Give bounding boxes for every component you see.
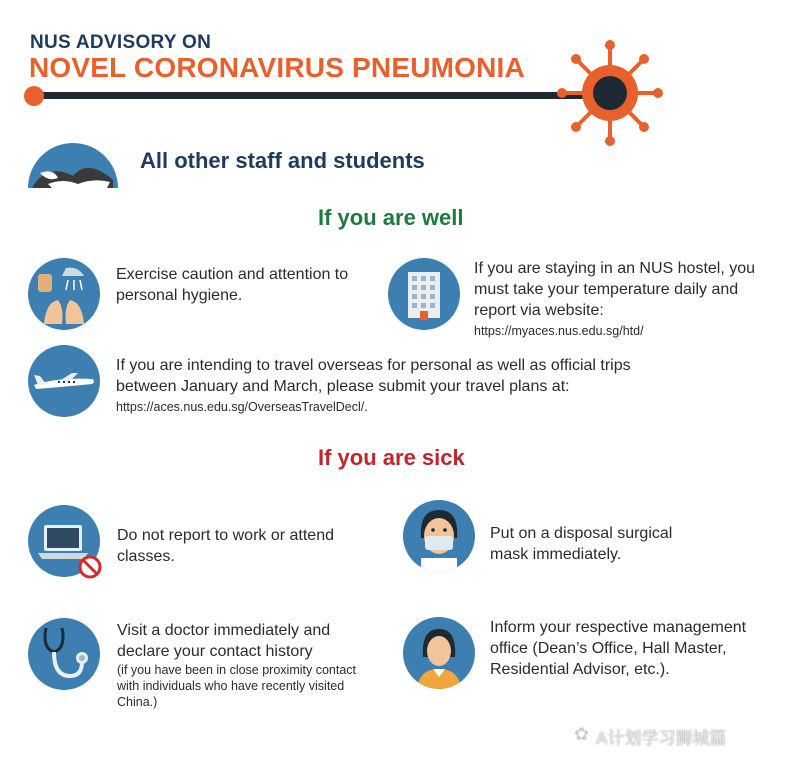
well-item-2	[474, 258, 774, 339]
globe-icon	[18, 118, 128, 213]
well-heading: If you are well	[318, 205, 464, 230]
temperature-report-link[interactable]: https://myaces.nus.edu.sg/htd/	[474, 324, 644, 338]
hand-washing-icon	[28, 258, 100, 330]
well-item-3	[116, 355, 686, 415]
virus-icon	[555, 38, 665, 148]
stethoscope-icon	[28, 618, 100, 690]
header-divider	[30, 92, 610, 99]
travel-declaration-link[interactable]: https://aces.nus.edu.sg/OverseasTravelDecl/.	[116, 400, 368, 414]
header-title: NOVEL CORONAVIRUS PNEUMONIA	[29, 52, 525, 83]
audience-heading: All other staff and students	[140, 148, 425, 173]
sick-item-4-text: Inform your respective management office (Dean’s Office, Hall Master, Residential Advisor, etc.).	[490, 619, 747, 678]
well-item-3-text: If you are intending to travel overseas for personal as well as official trips between January and March, please submit your travel plans at:	[116, 357, 631, 395]
hostel-building-icon	[388, 258, 460, 330]
wechat-icon: ✿	[574, 724, 590, 744]
sick-item-3-text: Visit a doctor immediately and declare your contact history	[117, 622, 331, 660]
header-line1: NUS ADVISORY ON	[30, 32, 212, 53]
sick-item-1-text: Do not report to work or attend classes.	[117, 527, 334, 565]
sick-heading: If you are sick	[318, 445, 465, 470]
well-item-2-text: If you are staying in an NUS hostel, you must take your temperature daily and report via website:	[474, 260, 756, 319]
prohibited-icon	[78, 555, 102, 579]
sick-item-3-note: (if you have been in close proximity contact with individuals who have recently visited China.)	[117, 663, 357, 709]
masked-person-icon	[403, 500, 475, 572]
watermark-text: A计划学习狮城篇	[596, 729, 727, 748]
well-item-1-text: Exercise caution and attention to personal hygiene.	[116, 266, 349, 304]
sick-item-3	[117, 620, 367, 710]
airplane-icon	[28, 345, 100, 417]
office-staff-icon	[403, 617, 475, 689]
header-dot	[24, 86, 44, 106]
sick-item-2-text: Put on a disposal surgical mask immediately.	[490, 525, 673, 563]
